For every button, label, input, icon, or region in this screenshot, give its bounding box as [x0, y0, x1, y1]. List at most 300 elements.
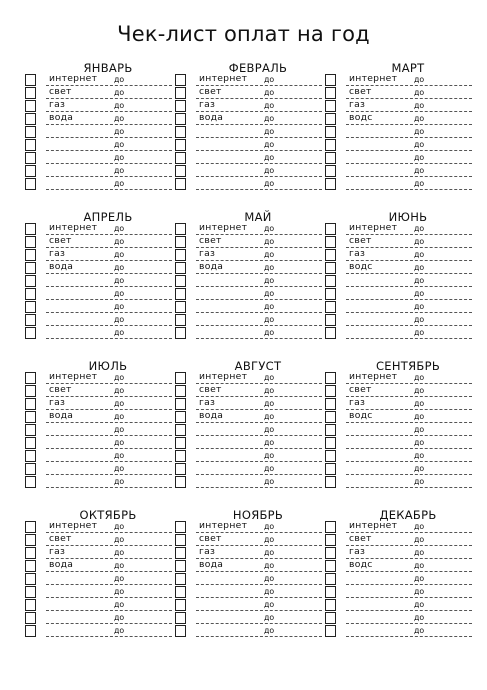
- payment-checkbox[interactable]: [25, 411, 36, 423]
- payment-item-label: газ: [49, 99, 66, 111]
- payment-checkbox[interactable]: [325, 314, 336, 326]
- payment-checkbox[interactable]: [175, 236, 186, 248]
- checkbox-column: [325, 74, 336, 191]
- month-name: АВГУСТ: [234, 359, 282, 373]
- month-block: [325, 508, 473, 648]
- payment-item-label: газ: [349, 248, 366, 260]
- payment-row: [346, 274, 472, 287]
- payment-checkbox[interactable]: [25, 534, 36, 546]
- payment-item-label: вода: [49, 112, 74, 124]
- payment-row: [46, 559, 172, 572]
- payment-item-label: водс: [349, 559, 373, 571]
- payment-checkbox[interactable]: [325, 178, 336, 190]
- payment-checkbox[interactable]: [325, 612, 336, 624]
- payment-checkbox[interactable]: [25, 385, 36, 397]
- payment-checkbox[interactable]: [175, 249, 186, 261]
- until-label: до: [114, 263, 125, 273]
- payment-item-label: свет: [49, 384, 72, 396]
- payment-row: [46, 410, 172, 423]
- payment-item-label: свет: [349, 533, 372, 545]
- until-label: до: [114, 140, 125, 150]
- payment-checkbox[interactable]: [325, 223, 336, 235]
- until-label: до: [414, 315, 425, 325]
- payment-item-label: свет: [49, 235, 72, 247]
- payment-row: [46, 151, 172, 164]
- payment-checkbox[interactable]: [325, 372, 336, 384]
- until-label: до: [114, 600, 125, 610]
- payment-checkbox[interactable]: [175, 437, 186, 449]
- payment-row: [346, 164, 472, 177]
- payment-checkbox[interactable]: [25, 74, 36, 86]
- payment-checkbox[interactable]: [325, 236, 336, 248]
- payment-item-label: свет: [199, 533, 222, 545]
- until-label: до: [264, 399, 275, 409]
- until-label: до: [414, 75, 425, 85]
- checkbox-column: [25, 521, 36, 638]
- until-label: до: [414, 477, 425, 487]
- until-label: до: [264, 535, 275, 545]
- payment-row: [196, 423, 322, 436]
- payment-checkbox[interactable]: [325, 573, 336, 585]
- checkbox-column: [175, 74, 186, 191]
- payment-item-label: интернет: [49, 520, 98, 532]
- payment-checkbox[interactable]: [325, 262, 336, 274]
- month-block: [175, 61, 323, 201]
- until-label: до: [414, 425, 425, 435]
- payment-row: [196, 462, 322, 475]
- until-label: до: [414, 412, 425, 422]
- payment-row: [196, 326, 322, 339]
- payment-list: [346, 222, 472, 339]
- payment-item-label: вода: [199, 261, 224, 273]
- payment-checkbox[interactable]: [175, 165, 186, 177]
- payment-checkbox[interactable]: [175, 87, 186, 99]
- payment-row: [346, 326, 472, 339]
- until-label: до: [414, 88, 425, 98]
- payment-checkbox[interactable]: [25, 521, 36, 533]
- payment-row: [346, 73, 472, 86]
- payment-row: [346, 520, 472, 533]
- until-label: до: [414, 302, 425, 312]
- payment-row: [196, 177, 322, 190]
- payment-row: [196, 261, 322, 274]
- payment-checkbox[interactable]: [325, 288, 336, 300]
- until-label: до: [114, 88, 125, 98]
- payment-checkbox[interactable]: [325, 327, 336, 339]
- until-label: до: [264, 522, 275, 532]
- payment-checkbox[interactable]: [175, 586, 186, 598]
- payment-item-label: водс: [349, 410, 373, 422]
- until-label: до: [264, 548, 275, 558]
- payment-checkbox[interactable]: [25, 327, 36, 339]
- payment-row: [346, 559, 472, 572]
- payment-row: [46, 326, 172, 339]
- payment-item-label: вода: [199, 410, 224, 422]
- payment-row: [346, 598, 472, 611]
- payment-row: [346, 125, 472, 138]
- payment-checkbox[interactable]: [175, 534, 186, 546]
- payment-item-label: газ: [49, 248, 66, 260]
- checkbox-column: [325, 521, 336, 638]
- payment-checkbox[interactable]: [25, 314, 36, 326]
- payment-checkbox[interactable]: [325, 560, 336, 572]
- until-label: до: [114, 477, 125, 487]
- payment-checkbox[interactable]: [325, 534, 336, 546]
- payment-row: [196, 449, 322, 462]
- payment-row: [196, 86, 322, 99]
- until-label: до: [414, 114, 425, 124]
- month-block: [325, 61, 473, 201]
- payment-checkbox[interactable]: [175, 625, 186, 637]
- payment-checkbox[interactable]: [175, 560, 186, 572]
- until-label: до: [414, 328, 425, 338]
- until-label: до: [114, 328, 125, 338]
- until-label: до: [414, 464, 425, 474]
- month-name: АПРЕЛЬ: [83, 210, 133, 224]
- payment-checkbox[interactable]: [175, 223, 186, 235]
- payment-checkbox[interactable]: [325, 113, 336, 125]
- payment-checkbox[interactable]: [175, 385, 186, 397]
- payment-checkbox[interactable]: [325, 463, 336, 475]
- payment-checkbox[interactable]: [325, 586, 336, 598]
- payment-checkbox[interactable]: [325, 385, 336, 397]
- until-label: до: [414, 399, 425, 409]
- payment-row: [46, 112, 172, 125]
- payment-checkbox[interactable]: [25, 599, 36, 611]
- payment-row: [196, 410, 322, 423]
- payment-row: [196, 546, 322, 559]
- payment-checkbox[interactable]: [175, 547, 186, 559]
- payment-item-label: свет: [199, 235, 222, 247]
- payment-checkbox[interactable]: [25, 547, 36, 559]
- payment-row: [346, 423, 472, 436]
- payment-row: [46, 436, 172, 449]
- payment-row: [46, 624, 172, 637]
- payment-checkbox[interactable]: [25, 437, 36, 449]
- payment-row: [196, 313, 322, 326]
- payment-checkbox[interactable]: [325, 74, 336, 86]
- payment-row: [46, 520, 172, 533]
- payment-row: [196, 585, 322, 598]
- payment-row: [196, 533, 322, 546]
- until-label: до: [414, 522, 425, 532]
- payment-checkbox[interactable]: [25, 560, 36, 572]
- payment-checkbox[interactable]: [25, 249, 36, 261]
- month-name: ИЮЛЬ: [88, 359, 128, 373]
- until-label: до: [114, 373, 125, 383]
- payment-checkbox[interactable]: [175, 372, 186, 384]
- payment-row: [346, 533, 472, 546]
- payment-item-label: интернет: [49, 371, 98, 383]
- payment-checkbox[interactable]: [25, 100, 36, 112]
- payment-checkbox[interactable]: [175, 450, 186, 462]
- until-label: до: [414, 250, 425, 260]
- payment-checkbox[interactable]: [25, 586, 36, 598]
- payment-checkbox[interactable]: [175, 126, 186, 138]
- until-label: до: [414, 289, 425, 299]
- until-label: до: [264, 328, 275, 338]
- until-label: до: [414, 561, 425, 571]
- payment-checkbox[interactable]: [25, 301, 36, 313]
- payment-checkbox[interactable]: [25, 476, 36, 488]
- until-label: до: [114, 75, 125, 85]
- payment-list: [346, 520, 472, 637]
- until-label: до: [414, 535, 425, 545]
- until-label: до: [414, 276, 425, 286]
- until-label: до: [264, 224, 275, 234]
- until-label: до: [114, 386, 125, 396]
- payment-checkbox[interactable]: [175, 599, 186, 611]
- payment-checkbox[interactable]: [175, 262, 186, 274]
- month-name: ИЮНЬ: [388, 210, 428, 224]
- payment-checkbox[interactable]: [175, 521, 186, 533]
- checkbox-column: [25, 372, 36, 489]
- checkbox-column: [25, 223, 36, 340]
- until-label: до: [264, 464, 275, 474]
- payment-checkbox[interactable]: [325, 424, 336, 436]
- payment-checkbox[interactable]: [25, 398, 36, 410]
- until-label: до: [264, 587, 275, 597]
- checkbox-column: [175, 223, 186, 340]
- payment-item-label: свет: [349, 86, 372, 98]
- payment-checkbox[interactable]: [25, 87, 36, 99]
- payment-checkbox[interactable]: [175, 288, 186, 300]
- until-label: до: [114, 302, 125, 312]
- until-label: до: [114, 425, 125, 435]
- payment-checkbox[interactable]: [325, 100, 336, 112]
- until-label: до: [414, 451, 425, 461]
- until-label: до: [114, 237, 125, 247]
- payment-checkbox[interactable]: [25, 275, 36, 287]
- payment-checkbox[interactable]: [175, 424, 186, 436]
- payment-checkbox[interactable]: [175, 573, 186, 585]
- until-label: до: [264, 101, 275, 111]
- until-label: до: [114, 626, 125, 636]
- payment-checkbox[interactable]: [25, 463, 36, 475]
- payment-row: [196, 287, 322, 300]
- payment-checkbox[interactable]: [325, 275, 336, 287]
- payment-row: [46, 397, 172, 410]
- payment-row: [46, 598, 172, 611]
- payment-row: [46, 572, 172, 585]
- payment-row: [196, 624, 322, 637]
- payment-checkbox[interactable]: [25, 236, 36, 248]
- payment-row: [46, 138, 172, 151]
- payment-row: [196, 520, 322, 533]
- payment-item-label: газ: [199, 397, 216, 409]
- until-label: до: [264, 140, 275, 150]
- until-label: до: [414, 626, 425, 636]
- payment-row: [346, 546, 472, 559]
- payment-row: [196, 436, 322, 449]
- month-block: [175, 359, 323, 499]
- until-label: до: [414, 548, 425, 558]
- payment-row: [196, 559, 322, 572]
- payment-checkbox[interactable]: [25, 262, 36, 274]
- payment-row: [196, 475, 322, 488]
- payment-row: [346, 410, 472, 423]
- month-block: [325, 359, 473, 499]
- payment-checkbox[interactable]: [325, 547, 336, 559]
- payment-checkbox[interactable]: [325, 476, 336, 488]
- payment-checkbox[interactable]: [175, 463, 186, 475]
- until-label: до: [264, 477, 275, 487]
- until-label: до: [414, 386, 425, 396]
- payment-checkbox[interactable]: [175, 74, 186, 86]
- until-label: до: [414, 574, 425, 584]
- payment-checkbox[interactable]: [175, 612, 186, 624]
- payment-checkbox[interactable]: [175, 152, 186, 164]
- payment-row: [346, 261, 472, 274]
- payment-checkbox[interactable]: [175, 398, 186, 410]
- payment-checkbox[interactable]: [325, 249, 336, 261]
- payment-row: [46, 235, 172, 248]
- payment-checkbox[interactable]: [325, 599, 336, 611]
- payment-row: [196, 248, 322, 261]
- payment-checkbox[interactable]: [175, 100, 186, 112]
- until-label: до: [264, 302, 275, 312]
- payment-checkbox[interactable]: [25, 450, 36, 462]
- until-label: до: [264, 574, 275, 584]
- payment-checkbox[interactable]: [175, 327, 186, 339]
- until-label: до: [414, 140, 425, 150]
- payment-checkbox[interactable]: [325, 521, 336, 533]
- payment-row: [46, 274, 172, 287]
- payment-item-label: свет: [49, 86, 72, 98]
- payment-checkbox[interactable]: [325, 139, 336, 151]
- until-label: до: [414, 166, 425, 176]
- payment-item-label: водс: [349, 261, 373, 273]
- payment-item-label: свет: [349, 235, 372, 247]
- payment-row: [346, 371, 472, 384]
- payment-item-label: интернет: [49, 73, 98, 85]
- payment-row: [346, 112, 472, 125]
- payment-row: [346, 397, 472, 410]
- until-label: до: [114, 315, 125, 325]
- payment-checkbox[interactable]: [175, 139, 186, 151]
- payment-checkbox[interactable]: [25, 288, 36, 300]
- until-label: до: [114, 179, 125, 189]
- payment-checkbox[interactable]: [175, 275, 186, 287]
- until-label: до: [264, 438, 275, 448]
- until-label: до: [264, 626, 275, 636]
- payment-checkbox[interactable]: [175, 411, 186, 423]
- payment-checkbox[interactable]: [325, 87, 336, 99]
- payment-item-label: газ: [199, 99, 216, 111]
- payment-row: [196, 397, 322, 410]
- until-label: до: [114, 289, 125, 299]
- until-label: до: [114, 412, 125, 422]
- payment-checkbox[interactable]: [25, 113, 36, 125]
- until-label: до: [264, 237, 275, 247]
- payment-item-label: газ: [349, 99, 366, 111]
- until-label: до: [114, 101, 125, 111]
- payment-row: [346, 313, 472, 326]
- payment-row: [196, 112, 322, 125]
- payment-item-label: газ: [199, 248, 216, 260]
- payment-list: [46, 371, 172, 488]
- payment-checkbox[interactable]: [325, 152, 336, 164]
- until-label: до: [114, 535, 125, 545]
- payment-row: [346, 585, 472, 598]
- until-label: до: [114, 451, 125, 461]
- payment-checkbox[interactable]: [175, 113, 186, 125]
- payment-checkbox[interactable]: [325, 398, 336, 410]
- payment-row: [46, 300, 172, 313]
- checkbox-column: [325, 223, 336, 340]
- payment-list: [196, 73, 322, 190]
- payment-list: [196, 371, 322, 488]
- payment-list: [346, 371, 472, 488]
- payment-row: [196, 99, 322, 112]
- payment-checkbox[interactable]: [325, 126, 336, 138]
- payment-checkbox[interactable]: [325, 450, 336, 462]
- payment-checkbox[interactable]: [325, 165, 336, 177]
- payment-row: [346, 449, 472, 462]
- payment-checkbox[interactable]: [25, 126, 36, 138]
- month-name: ФЕВРАЛЬ: [228, 61, 288, 75]
- payment-checkbox[interactable]: [25, 612, 36, 624]
- payment-checkbox[interactable]: [175, 314, 186, 326]
- until-label: до: [264, 88, 275, 98]
- payment-checkbox[interactable]: [25, 625, 36, 637]
- payment-checkbox[interactable]: [175, 476, 186, 488]
- until-label: до: [114, 548, 125, 558]
- until-label: до: [114, 114, 125, 124]
- checkbox-column: [325, 372, 336, 489]
- month-block: [325, 210, 473, 350]
- payment-row: [46, 449, 172, 462]
- until-label: до: [114, 276, 125, 286]
- payment-checkbox[interactable]: [25, 223, 36, 235]
- payment-checkbox[interactable]: [325, 625, 336, 637]
- payment-checkbox[interactable]: [325, 301, 336, 313]
- payment-item-label: свет: [349, 384, 372, 396]
- until-label: до: [414, 224, 425, 234]
- payment-checkbox[interactable]: [325, 437, 336, 449]
- payment-row: [346, 462, 472, 475]
- payment-checkbox[interactable]: [25, 152, 36, 164]
- payment-row: [346, 151, 472, 164]
- payment-row: [46, 423, 172, 436]
- payment-checkbox[interactable]: [25, 139, 36, 151]
- until-label: до: [264, 127, 275, 137]
- payment-checkbox[interactable]: [175, 301, 186, 313]
- payment-checkbox[interactable]: [325, 411, 336, 423]
- until-label: до: [264, 166, 275, 176]
- payment-row: [196, 572, 322, 585]
- payment-checkbox[interactable]: [175, 178, 186, 190]
- payment-row: [46, 585, 172, 598]
- payment-row: [46, 73, 172, 86]
- payment-checkbox[interactable]: [25, 424, 36, 436]
- payment-checkbox[interactable]: [25, 372, 36, 384]
- payment-item-label: газ: [349, 397, 366, 409]
- payment-row: [346, 624, 472, 637]
- payment-row: [346, 475, 472, 488]
- until-label: до: [414, 101, 425, 111]
- payment-checkbox[interactable]: [25, 165, 36, 177]
- payment-row: [196, 73, 322, 86]
- payment-row: [46, 462, 172, 475]
- until-label: до: [114, 574, 125, 584]
- month-name: МАРТ: [391, 61, 425, 75]
- until-label: до: [114, 399, 125, 409]
- payment-checkbox[interactable]: [25, 178, 36, 190]
- payment-row: [346, 384, 472, 397]
- payment-row: [46, 313, 172, 326]
- payment-checkbox[interactable]: [25, 573, 36, 585]
